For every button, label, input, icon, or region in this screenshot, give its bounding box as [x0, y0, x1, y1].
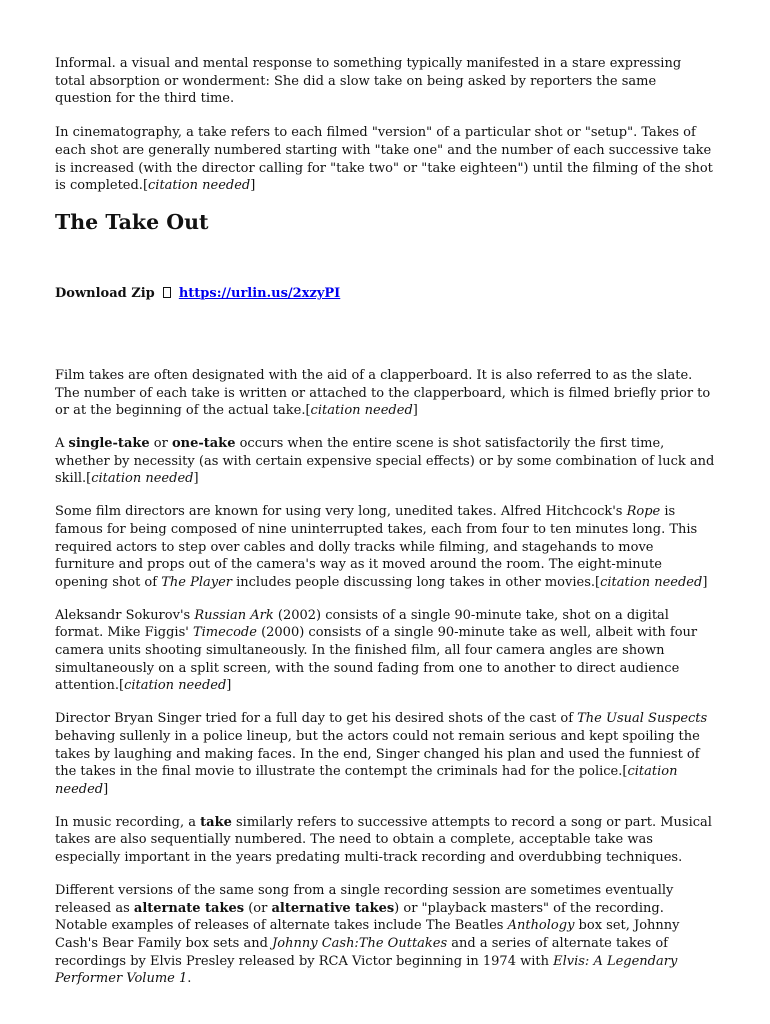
text-run: or — [149, 436, 172, 452]
citation-needed: citation needed — [148, 178, 251, 194]
text-run: behaving sullenly in a police lineup, but the actors could not remain serious and kept spoiling the takes by laughing and making faces. In the end, Singer changed his plan and used the funniest of the takes in the final movie to illustrate the contempt the criminals had for the police.[ — [55, 728, 700, 780]
bracket: ] — [226, 678, 232, 694]
paragraph-single-take — [55, 435, 715, 488]
citation-needed: citation needed — [55, 764, 678, 797]
title-elvis-legendary: Elvis: A Legendary Performer Volume 1 — [55, 953, 678, 987]
text-run: Different versions of the same song from a single recording session are sometimes eventually released as — [55, 882, 674, 916]
download-link[interactable]: https://urlin.us/2xzyPI — [178, 285, 341, 301]
citation-needed: citation needed — [124, 678, 227, 694]
paragraph-cinematography — [55, 124, 715, 195]
bracket: ] — [103, 781, 109, 797]
bracket: ] — [250, 178, 256, 194]
term-take: take — [200, 814, 232, 830]
title-timecode: Timecode — [192, 625, 257, 641]
text-run: occurs when the entire scene is shot satisfactorily the first time, whether by necessity (as with certain expensive special effects) or by some combination of luck and skill.[ — [55, 436, 715, 487]
paragraph-text: In cinematography, a take refers to each filmed "version" of a particular shot or "setup". Takes of each shot are generally numbered starting with "take one" and the number of each successive take is increased (with the director calling for "take two" or "take eighteen") until the filming of the shot is completed.[ — [55, 125, 713, 194]
bracket: ] — [702, 574, 708, 590]
text-run: . — [187, 971, 192, 987]
bracket: ] — [193, 471, 199, 487]
text-run: Director Bryan Singer tried for a full day to get his desired shots of the cast of — [55, 711, 578, 727]
paragraph-informal — [55, 55, 715, 108]
text-run: ) or "playback masters" of the recording. Notable examples of releases of alternate takes include The Beatles — [55, 900, 664, 934]
text-run: similarly refers to successive attempts to record a song or part. Musical takes are also sequentially numbered. The need to obtain a complete, acceptable take was especially important in the years predating multi-track recording and overdubbing techniques. — [55, 814, 712, 866]
paragraph-alternate — [55, 882, 715, 988]
text-run: In music recording, a — [55, 814, 201, 830]
title-johnny-cash-outtakes: Johnny Cash:The Outtakes — [272, 935, 448, 951]
term-alternate-takes: alternate takes — [133, 900, 245, 916]
text-run: includes people discussing long takes in other movies.[ — [231, 574, 601, 590]
section-heading: The Take Out — [55, 209, 209, 234]
title-russian-ark: Russian Ark — [194, 607, 274, 623]
text-run: Some film directors are known for using very long, unedited takes. Alfred Hitchcock's — [55, 504, 627, 520]
citation-needed: citation needed — [600, 574, 703, 590]
download-label: Download Zip — [55, 285, 155, 301]
paragraph-clapperboard — [55, 367, 715, 420]
download-line — [55, 285, 715, 303]
missing-glyph-icon — [163, 287, 171, 298]
term-one-take: one-take — [171, 436, 236, 452]
paragraph-sokurov — [55, 607, 715, 696]
text-run: (2000) consists of a single 90-minute take as well, albeit with four camera units shooting simultaneously. In the finished film, all four camera angles are shown simultaneously on a split screen, with the sound fading from one to another to direct audience attention.[ — [55, 625, 698, 694]
title-usual-suspects: The Usual Suspects — [577, 711, 708, 727]
bracket: ] — [412, 403, 418, 419]
text-run: Aleksandr Sokurov's — [55, 607, 195, 623]
term-single-take: single-take — [68, 436, 150, 452]
paragraph-long-takes — [55, 503, 715, 592]
text-run: box set, Johnny Cash's Bear Family box sets and — [55, 918, 680, 951]
paragraph-text: Informal. a visual and mental response to something typically manifested in a stare expressing total absorption or wonderment: She did a slow take on being asked by reporters the same question for the third time. — [55, 56, 682, 107]
title-the-player: The Player — [161, 574, 232, 590]
text-run: and a series of alternate takes of recordings by Elvis Presley released by RCA Victor beginning in 1974 with — [55, 935, 668, 969]
term-alternative-takes: alternative takes — [271, 900, 395, 916]
paragraph-music — [55, 814, 715, 867]
text-run: (or — [244, 900, 272, 916]
text-run: A — [55, 436, 69, 452]
text-run: is famous for being composed of nine uninterrupted takes, each from four to ten minutes long. This required actors to step over cables and dolly tracks while filming, and stagehands to move furniture and props out of the camera's way as it moved around the room. The eight-minute opening shot of — [55, 504, 698, 590]
paragraph-singer — [55, 710, 715, 799]
title-anthology: Anthology — [507, 918, 575, 934]
paragraph-text: Film takes are often designated with the aid of a clapperboard. It is also referred to as the slate. The number of each take is written or attached to the clapperboard, which is filmed briefly prior to or at the beginning of the actual take.[ — [55, 367, 711, 419]
title-rope: Rope — [626, 504, 661, 520]
text-run: (2002) consists of a single 90-minute take, shot on a digital format. Mike Figgis' — [55, 607, 669, 641]
citation-needed: citation needed — [310, 403, 413, 419]
citation-needed: citation needed — [91, 471, 194, 487]
